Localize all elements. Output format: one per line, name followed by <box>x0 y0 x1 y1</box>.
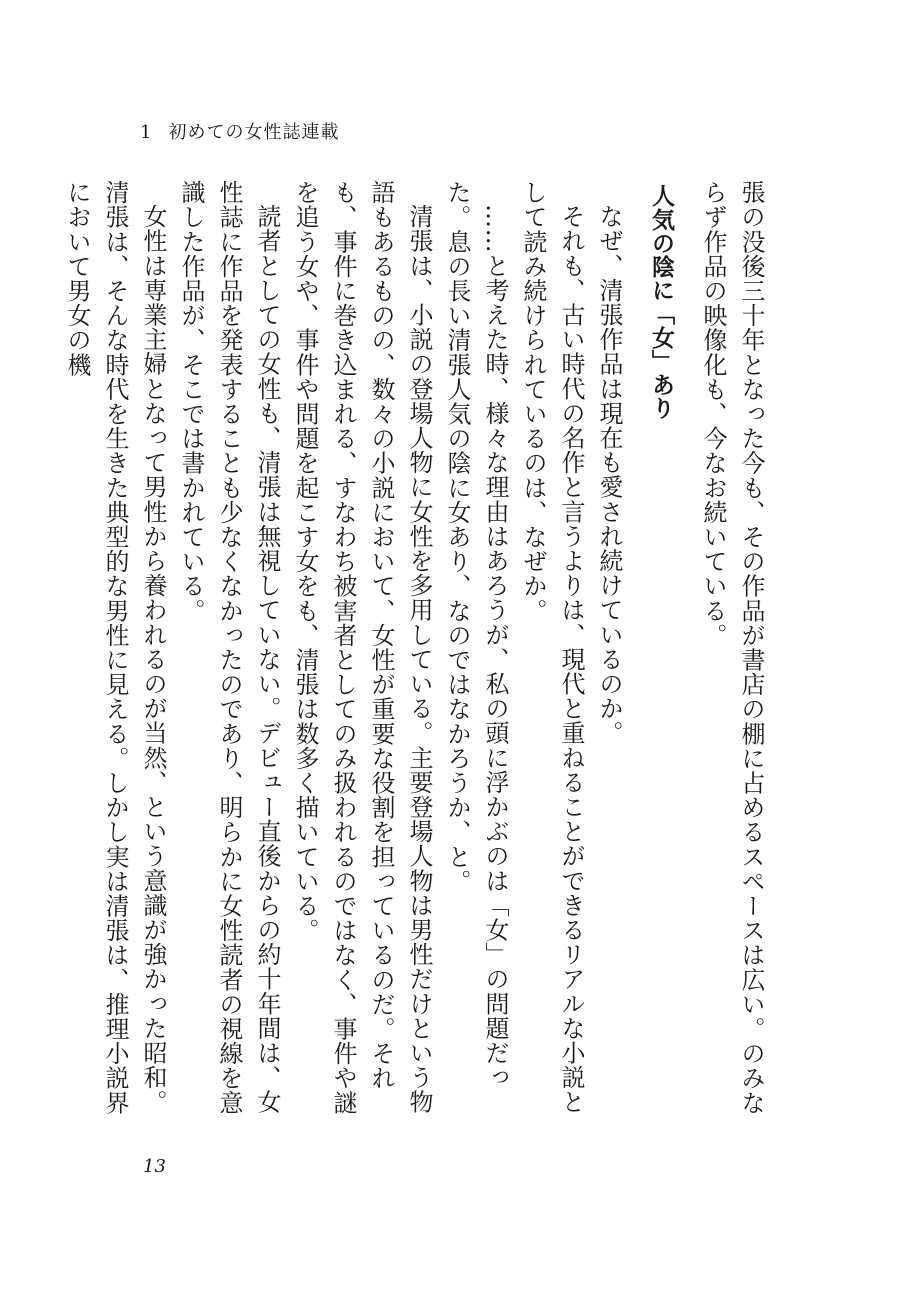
chapter-number: 1 <box>140 122 153 143</box>
section-heading: 人気の陰に「女」あり <box>648 184 674 420</box>
paragraph: なぜ、清張作品は現在も愛され続けているのか。 <box>595 204 623 746</box>
paragraph: 読者としての女性も、清張は無視していない。デビュー直後からの約十年間は、女性誌に作品を発表することも少なくなかったのであり、明らかに女性読者の視線を意識した作品が、そこでは書かれている。 <box>177 180 281 1115</box>
paragraph: 清張は、小説の登場人物に女性を多用している。主要登場人物は男性だけという物語もあるものの、数々の小説において、女性が重要な役割を担っているのだ。それも、事件に巻き込まれる、すなわち被害者としてのみ扱われるのではなく、事件や謎を追う女や、事件や問題を起こす女をも、清張は数多く描いている。 <box>291 180 433 1115</box>
page-number: 13 <box>143 1156 166 1177</box>
running-head <box>140 118 339 144</box>
paragraph: ……と考えた時、様々な理由はあろうが、私の頭に浮かぶのは「女」の問題だった。息の長い清張人気の陰に女あり、なのではなかろうか、と。 <box>443 180 509 1090</box>
chapter-title: 初めての女性誌連載 <box>168 122 340 143</box>
body-text <box>63 180 770 1130</box>
paragraph: それも、古い時代の名作と言うよりは、現代と重ねることができるリアルな小説として読み続けられているのは、なぜか。 <box>519 180 585 1115</box>
paragraph: 女性は専業主婦となって男性から養われるのが当然、という意識が強かった昭和。清張は、そんな時代を生きた典型的な男性に見える。しかし実は清張は、推理小説界において男女の機 <box>63 180 167 1115</box>
paragraph-continued: 張の没後三十年となった今も、その作品が書店の棚に占めるスペースは広い。のみならず作品の映像化も、今なお続いている。 <box>699 180 765 1115</box>
